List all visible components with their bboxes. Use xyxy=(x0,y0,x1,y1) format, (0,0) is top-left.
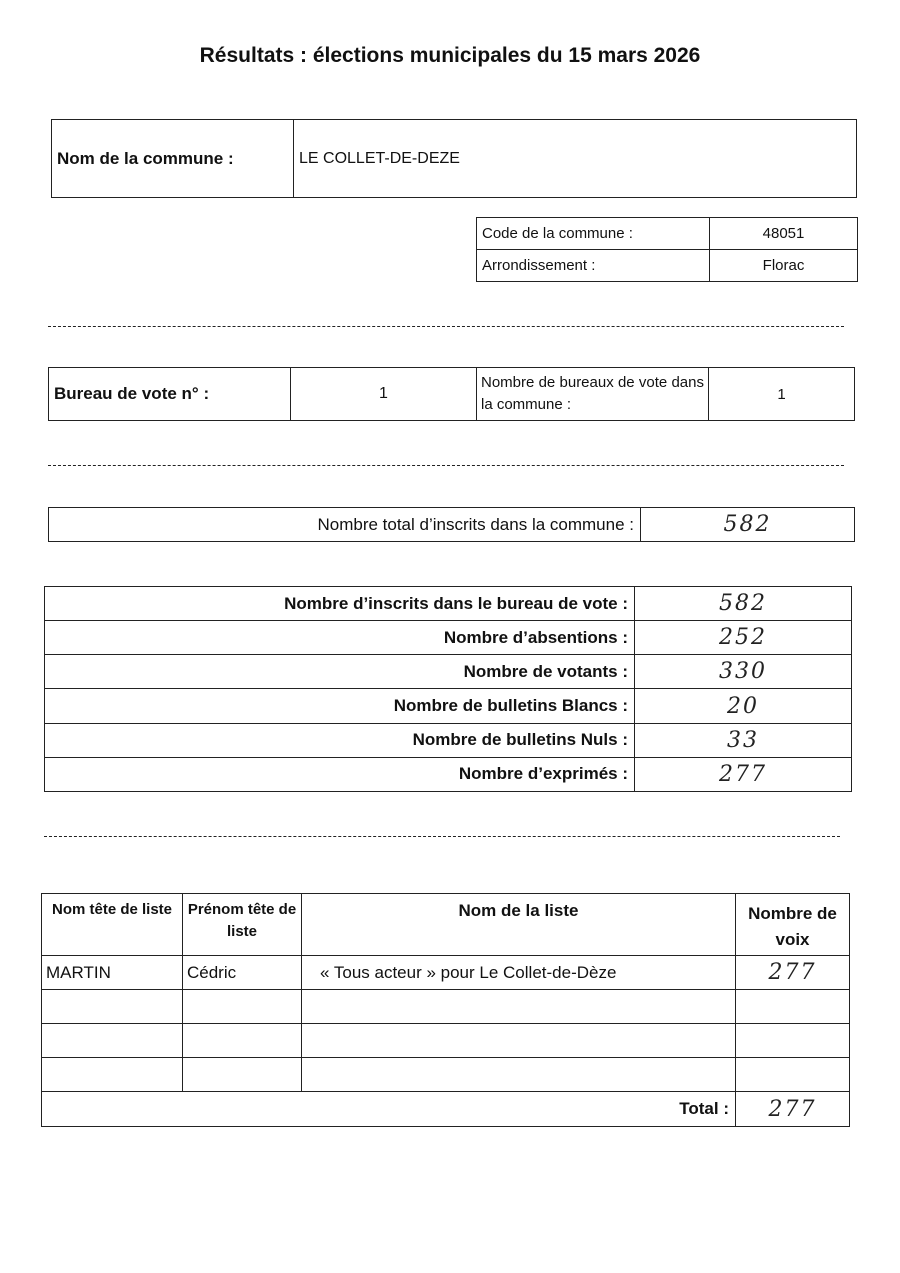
stats-table xyxy=(44,586,852,792)
stat-value: 20 xyxy=(635,689,852,723)
bureau-count-label: Nombre de bureaux de vote dans la commune : xyxy=(477,368,709,421)
commune-name-value: LE COLLET-DE-DEZE xyxy=(294,120,857,198)
arrondissement-label: Arrondissement : xyxy=(477,250,710,282)
stat-value: 33 xyxy=(635,723,852,757)
commune-code-table xyxy=(476,217,858,282)
separator-3 xyxy=(44,836,840,837)
stat-row xyxy=(45,621,852,655)
stat-row xyxy=(45,757,852,791)
stat-label: Nombre d’absentions : xyxy=(45,621,635,655)
separator-2 xyxy=(48,465,844,466)
stat-label: Nombre de bulletins Nuls : xyxy=(45,723,635,757)
bureau-table xyxy=(48,367,855,421)
total-inscrits-table xyxy=(48,507,855,542)
stat-label: Nombre d’exprimés : xyxy=(45,757,635,791)
separator-1 xyxy=(48,326,844,327)
commune-name-label: Nom de la commune : xyxy=(52,120,294,198)
page-title: Résultats : élections municipales du 15 mars 2026 xyxy=(199,44,701,67)
row-nom: MARTIN xyxy=(42,956,183,990)
stat-row xyxy=(45,587,852,621)
stat-row xyxy=(45,723,852,757)
stat-value: 582 xyxy=(635,587,852,621)
table-row xyxy=(42,1058,850,1092)
table-row xyxy=(42,956,850,990)
row-liste: « Tous acteur » pour Le Collet-de-Dèze xyxy=(302,956,736,990)
commune-name-table xyxy=(51,119,857,198)
stat-label: Nombre d’inscrits dans le bureau de vote : xyxy=(45,587,635,621)
stat-value: 277 xyxy=(635,757,852,791)
header-liste: Nom de la liste xyxy=(302,894,736,956)
table-row xyxy=(42,1024,850,1058)
table-row xyxy=(42,990,850,1024)
stat-value: 330 xyxy=(635,655,852,689)
commune-code-label: Code de la commune : xyxy=(477,218,710,250)
total-value: 277 xyxy=(736,1092,850,1127)
lists-table xyxy=(41,893,850,1127)
stat-row xyxy=(45,655,852,689)
header-nom: Nom tête de liste xyxy=(42,894,183,956)
total-inscrits-value: 582 xyxy=(641,508,855,542)
stat-label: Nombre de votants : xyxy=(45,655,635,689)
bureau-label: Bureau de vote n° : xyxy=(49,368,291,421)
header-prenom: Prénom tête de liste xyxy=(183,894,302,956)
arrondissement-value: Florac xyxy=(710,250,858,282)
commune-code-value: 48051 xyxy=(710,218,858,250)
bureau-count-value: 1 xyxy=(709,368,855,421)
row-voix: 277 xyxy=(736,956,850,990)
stat-value: 252 xyxy=(635,621,852,655)
row-prenom: Cédric xyxy=(183,956,302,990)
stat-label: Nombre de bulletins Blancs : xyxy=(45,689,635,723)
bureau-value: 1 xyxy=(291,368,477,421)
total-label: Total : xyxy=(42,1092,736,1127)
total-inscrits-label: Nombre total d’inscrits dans la commune : xyxy=(49,508,641,542)
header-voix: Nombre de voix xyxy=(736,894,850,956)
stat-row xyxy=(45,689,852,723)
